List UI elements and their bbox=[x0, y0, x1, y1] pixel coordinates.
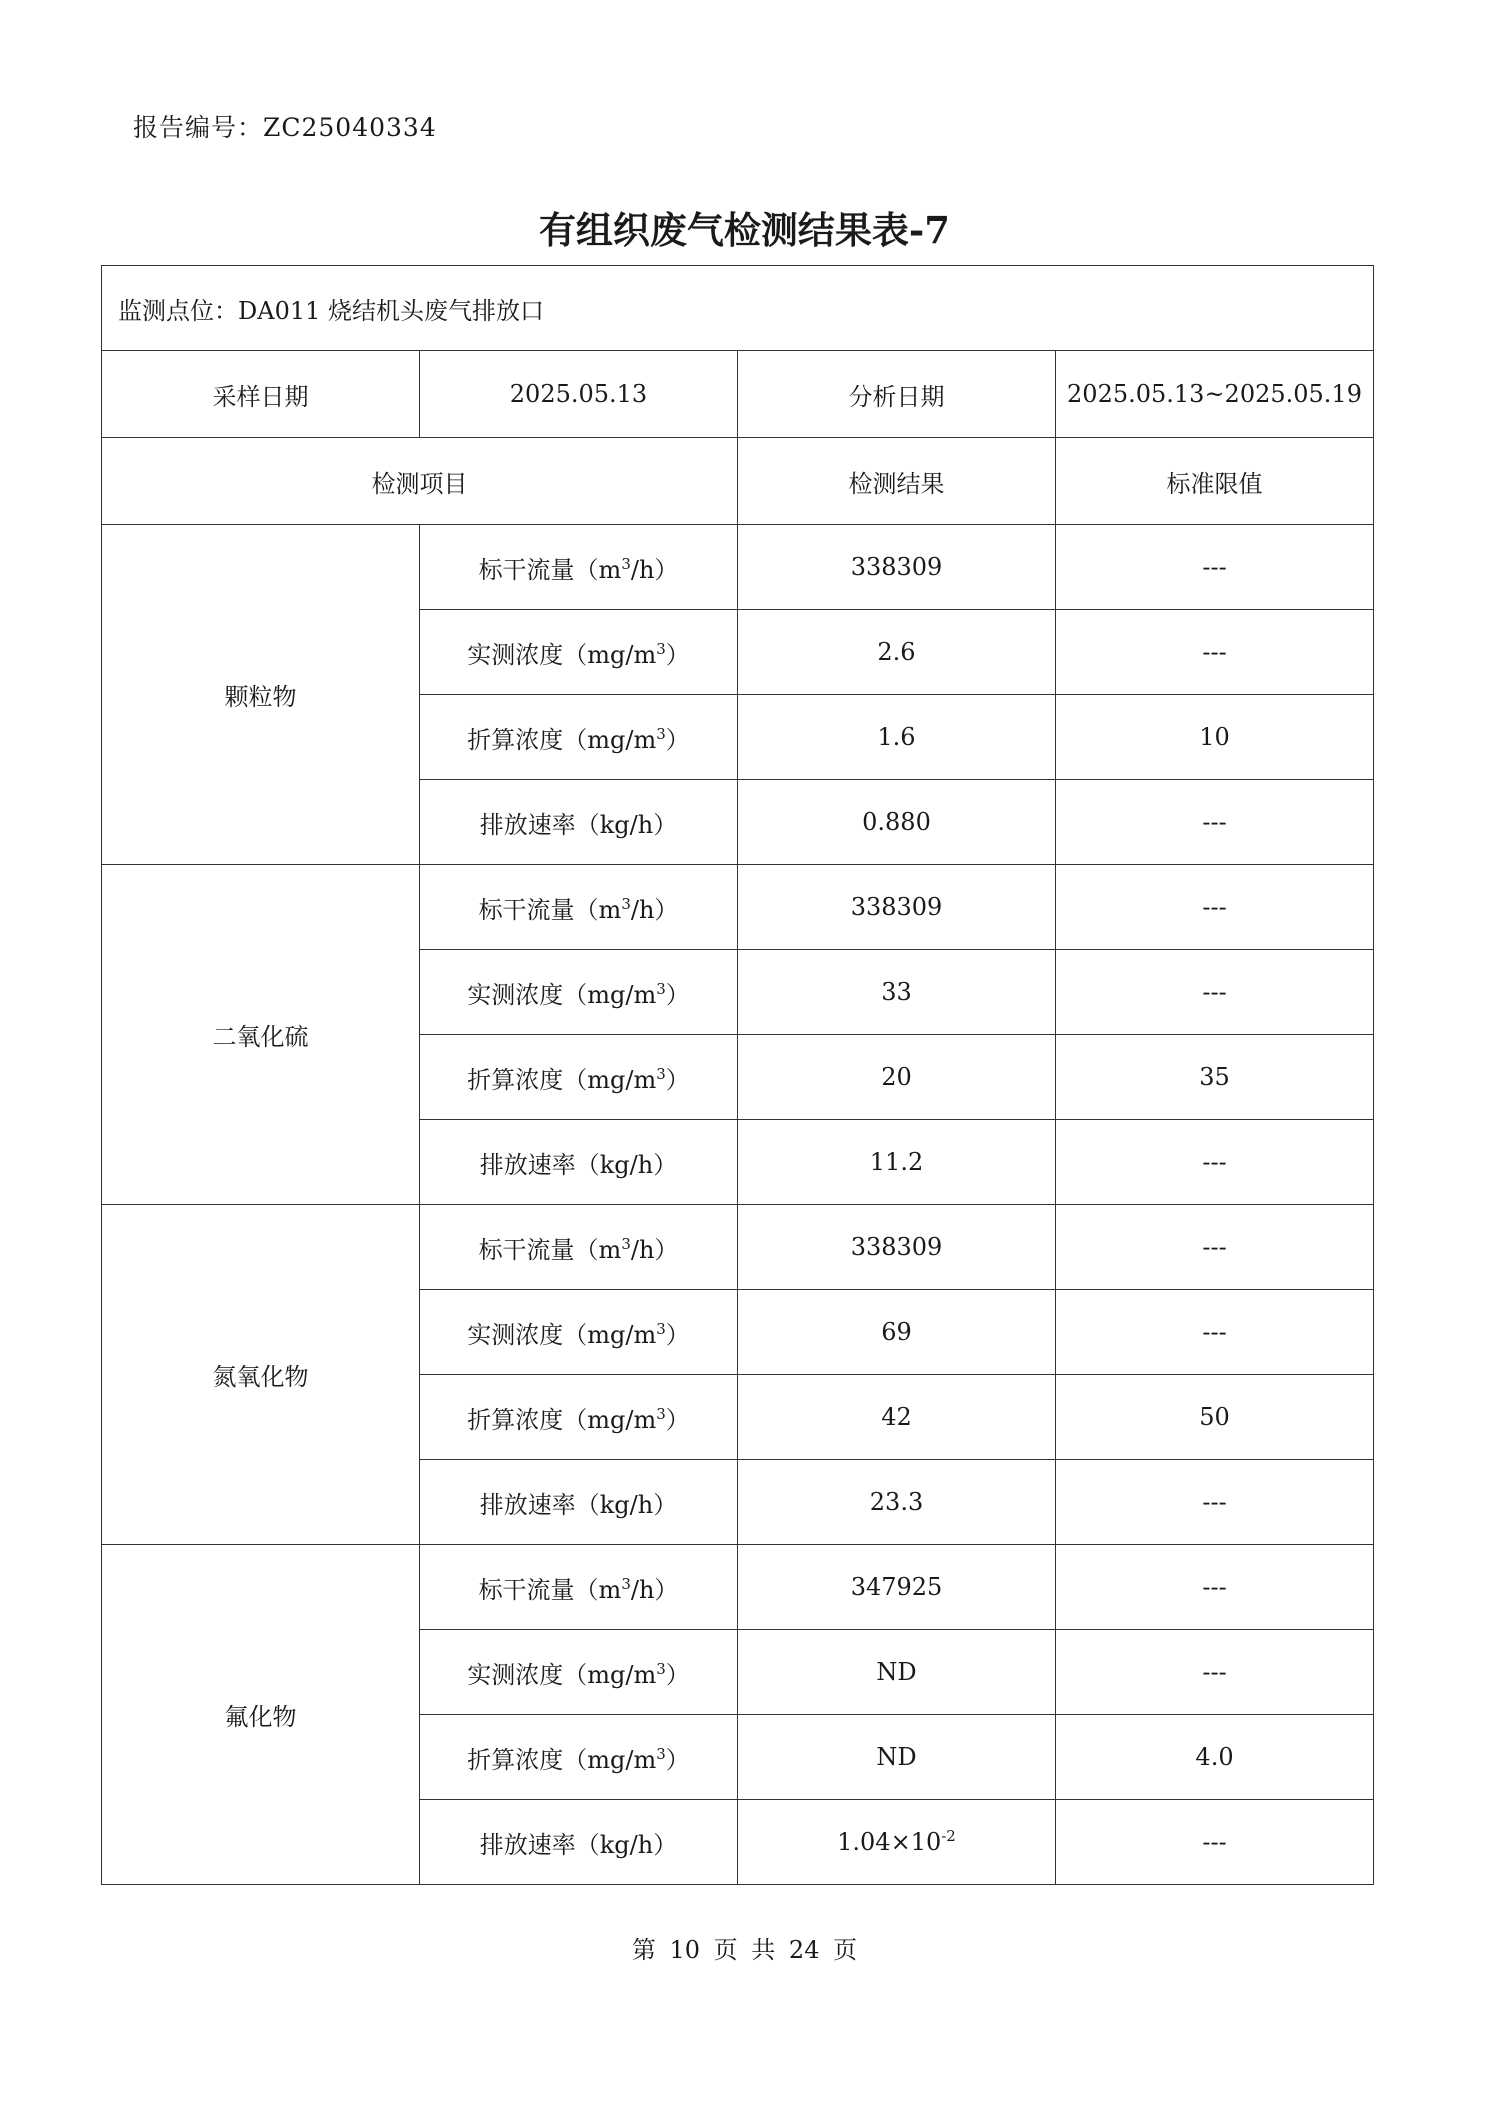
parameter-unit-tail: ） bbox=[665, 980, 690, 1009]
column-header-item: 检测项目 bbox=[102, 438, 738, 525]
result-cell bbox=[738, 1120, 1056, 1205]
unit-exponent: 3 bbox=[656, 1744, 666, 1763]
result-value: 347925 bbox=[850, 1573, 943, 1601]
parameter-unit-tail: ） bbox=[665, 640, 690, 669]
parameter-label: 实测浓度（mg/m bbox=[467, 1660, 657, 1689]
limit-value: --- bbox=[1056, 1120, 1374, 1205]
parameter-label: 折算浓度（mg/m bbox=[467, 1745, 657, 1774]
result-cell bbox=[738, 1630, 1056, 1715]
result-exponent: -2 bbox=[941, 1827, 956, 1845]
result-value: 1.6 bbox=[877, 723, 916, 751]
pollutant-name: 氟化物 bbox=[102, 1545, 420, 1885]
result-value: 69 bbox=[881, 1318, 912, 1346]
parameter-label: 标干流量（m bbox=[478, 895, 622, 924]
parameter-label: 标干流量（m bbox=[478, 1575, 622, 1604]
result-cell bbox=[738, 1205, 1056, 1290]
unit-exponent: 3 bbox=[656, 979, 666, 998]
result-cell bbox=[738, 780, 1056, 865]
limit-value: 4.0 bbox=[1056, 1715, 1374, 1800]
parameter-cell bbox=[420, 1205, 738, 1290]
result-value: 23.3 bbox=[869, 1488, 924, 1516]
parameter-unit-tail: ） bbox=[665, 1065, 690, 1094]
parameter-label: 实测浓度（mg/m bbox=[467, 980, 657, 1009]
result-cell bbox=[738, 1290, 1056, 1375]
parameter-unit-tail: ） bbox=[665, 1320, 690, 1349]
parameter-label: 实测浓度（mg/m bbox=[467, 640, 657, 669]
result-value: 338309 bbox=[850, 553, 943, 581]
unit-exponent: 3 bbox=[656, 639, 666, 658]
unit-exponent: 3 bbox=[621, 894, 631, 913]
parameter-unit-tail: /h） bbox=[630, 555, 679, 584]
pollutant-name: 氮氧化物 bbox=[102, 1205, 420, 1545]
limit-value: --- bbox=[1056, 1630, 1374, 1715]
unit-exponent: 3 bbox=[656, 724, 666, 743]
unit-exponent: 3 bbox=[621, 1234, 631, 1253]
parameter-cell bbox=[420, 1375, 738, 1460]
limit-value: 50 bbox=[1056, 1375, 1374, 1460]
unit-exponent: 3 bbox=[621, 1574, 631, 1593]
limit-value: 35 bbox=[1056, 1035, 1374, 1120]
result-value: 338309 bbox=[850, 1233, 943, 1261]
parameter-cell bbox=[420, 1545, 738, 1630]
parameter-label: 折算浓度（mg/m bbox=[467, 725, 657, 754]
sampling-date: 2025.05.13 bbox=[420, 351, 738, 438]
column-header-limit: 标准限值 bbox=[1056, 438, 1374, 525]
result-value: 42 bbox=[881, 1403, 912, 1431]
analysis-date-label: 分析日期 bbox=[738, 351, 1056, 438]
limit-value: --- bbox=[1056, 865, 1374, 950]
limit-value: --- bbox=[1056, 525, 1374, 610]
limit-value: --- bbox=[1056, 1290, 1374, 1375]
parameter-label: 排放速率（kg/h） bbox=[479, 1150, 678, 1179]
parameter-unit-tail: ） bbox=[665, 1405, 690, 1434]
parameter-cell bbox=[420, 1715, 738, 1800]
result-value: 0.880 bbox=[862, 808, 931, 836]
unit-exponent: 3 bbox=[656, 1064, 666, 1083]
parameter-label: 标干流量（m bbox=[478, 555, 622, 584]
parameter-unit-tail: /h） bbox=[630, 895, 679, 924]
result-value: 2.6 bbox=[877, 638, 916, 666]
parameter-cell bbox=[420, 1800, 738, 1885]
results-table bbox=[101, 265, 1374, 1885]
pollutant-name: 二氧化硫 bbox=[102, 865, 420, 1205]
result-cell bbox=[738, 865, 1056, 950]
unit-exponent: 3 bbox=[656, 1319, 666, 1338]
parameter-unit-tail: ） bbox=[665, 1660, 690, 1689]
result-cell bbox=[738, 1375, 1056, 1460]
result-value: ND bbox=[876, 1658, 917, 1686]
pollutant-name: 颗粒物 bbox=[102, 525, 420, 865]
result-value: ND bbox=[876, 1743, 917, 1771]
parameter-cell bbox=[420, 1290, 738, 1375]
unit-exponent: 3 bbox=[621, 554, 631, 573]
parameter-unit-tail: ） bbox=[665, 1745, 690, 1774]
result-cell bbox=[738, 1715, 1056, 1800]
parameter-cell bbox=[420, 780, 738, 865]
report-number: 报告编号：ZC25040334 bbox=[133, 113, 437, 142]
result-cell bbox=[738, 610, 1056, 695]
parameter-unit-tail: /h） bbox=[630, 1235, 679, 1264]
monitoring-location: 监测点位：DA011 烧结机头废气排放口 bbox=[102, 266, 1374, 351]
parameter-cell bbox=[420, 1460, 738, 1545]
parameter-cell bbox=[420, 610, 738, 695]
result-value: 11.2 bbox=[869, 1148, 924, 1176]
limit-value: --- bbox=[1056, 780, 1374, 865]
limit-value: --- bbox=[1056, 1460, 1374, 1545]
sampling-date-label: 采样日期 bbox=[102, 351, 420, 438]
table-row bbox=[102, 865, 1374, 950]
limit-value: --- bbox=[1056, 1545, 1374, 1630]
parameter-cell bbox=[420, 1630, 738, 1715]
result-value: 338309 bbox=[850, 893, 943, 921]
unit-exponent: 3 bbox=[656, 1659, 666, 1678]
result-cell bbox=[738, 950, 1056, 1035]
result-cell bbox=[738, 695, 1056, 780]
limit-value: 10 bbox=[1056, 695, 1374, 780]
column-header-result: 检测结果 bbox=[738, 438, 1056, 525]
limit-value: --- bbox=[1056, 950, 1374, 1035]
parameter-cell bbox=[420, 1120, 738, 1205]
parameter-cell bbox=[420, 525, 738, 610]
parameter-cell bbox=[420, 865, 738, 950]
page-number: 第 10 页 共 24 页 bbox=[631, 1936, 858, 1964]
parameter-label: 排放速率（kg/h） bbox=[479, 810, 678, 839]
unit-exponent: 3 bbox=[656, 1404, 666, 1423]
result-cell bbox=[738, 1545, 1056, 1630]
limit-value: --- bbox=[1056, 1800, 1374, 1885]
parameter-cell bbox=[420, 695, 738, 780]
result-value: 33 bbox=[881, 978, 912, 1006]
result-cell bbox=[738, 1460, 1056, 1545]
parameter-label: 标干流量（m bbox=[478, 1235, 622, 1264]
parameter-label: 折算浓度（mg/m bbox=[467, 1065, 657, 1094]
limit-value: --- bbox=[1056, 1205, 1374, 1290]
parameter-label: 折算浓度（mg/m bbox=[467, 1405, 657, 1434]
result-value: 1.04×10 bbox=[837, 1828, 942, 1856]
parameter-cell bbox=[420, 1035, 738, 1120]
result-value: 20 bbox=[881, 1063, 912, 1091]
parameter-label: 实测浓度（mg/m bbox=[467, 1320, 657, 1349]
result-cell bbox=[738, 1800, 1056, 1885]
limit-value: --- bbox=[1056, 610, 1374, 695]
table-row bbox=[102, 525, 1374, 610]
result-cell bbox=[738, 1035, 1056, 1120]
parameter-label: 排放速率（kg/h） bbox=[479, 1830, 678, 1859]
analysis-date: 2025.05.13~2025.05.19 bbox=[1056, 351, 1374, 438]
parameter-unit-tail: /h） bbox=[630, 1575, 679, 1604]
parameter-unit-tail: ） bbox=[665, 725, 690, 754]
table-row bbox=[102, 1205, 1374, 1290]
table-row bbox=[102, 1545, 1374, 1630]
page-title: 有组织废气检测结果表-7 bbox=[538, 208, 951, 252]
parameter-label: 排放速率（kg/h） bbox=[479, 1490, 678, 1519]
parameter-cell bbox=[420, 950, 738, 1035]
result-cell bbox=[738, 525, 1056, 610]
